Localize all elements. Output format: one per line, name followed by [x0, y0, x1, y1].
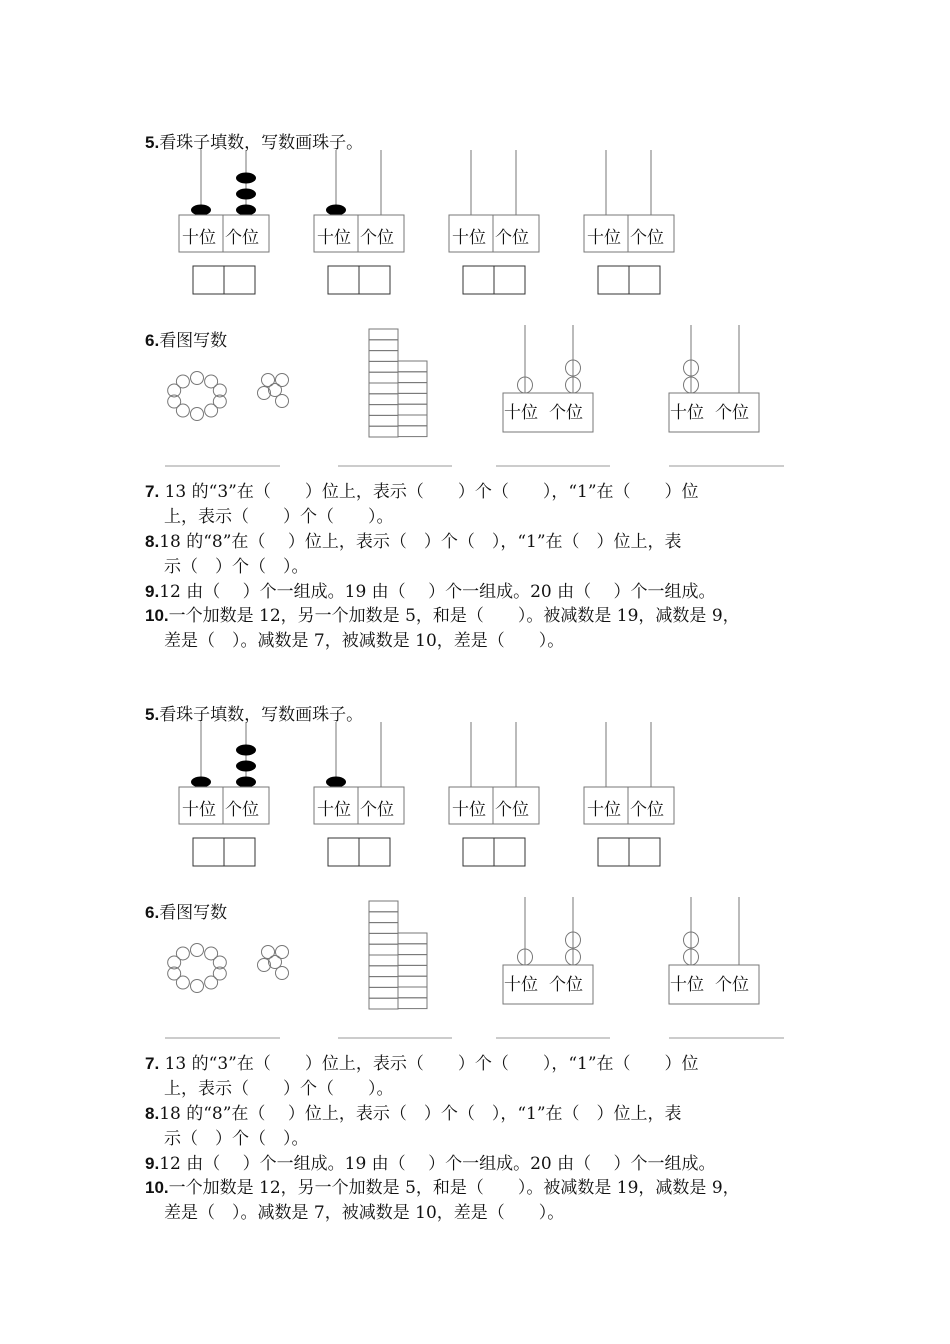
q7-number: 7. [145, 482, 160, 501]
tens-block-unit [369, 955, 398, 966]
counter-circle [276, 967, 289, 980]
tens-block-unit [369, 426, 398, 437]
answer-box-tens[interactable] [463, 838, 494, 866]
ones-block-unit [398, 944, 427, 955]
answer-box-ones[interactable] [359, 266, 390, 294]
counter-circle [262, 946, 275, 959]
tens-place-label: 十位 [452, 228, 486, 248]
ones-block-unit [398, 383, 427, 394]
ones-place-label: 个位 [630, 800, 664, 820]
tens-place-label: 十位 [670, 403, 704, 423]
q8-line-2: 示（ ）个（ ）。 [164, 557, 309, 577]
tens-block-unit [369, 998, 398, 1009]
ones-block-unit [398, 933, 427, 944]
abacus-bead [236, 205, 256, 216]
q10-number: 10. [145, 606, 169, 625]
q7-line-2: 上，表示（ ）个（ ）。 [164, 1079, 394, 1099]
q6-title: 看图写数 [159, 331, 228, 351]
counter-circle [205, 404, 218, 417]
abacus-bead [191, 777, 211, 788]
counter-circle [191, 944, 204, 957]
answer-box-tens[interactable] [193, 838, 224, 866]
q10-number: 10. [145, 1178, 169, 1197]
tens-block-unit [369, 329, 398, 340]
q5-title: 看珠子填数，写数画珠子。 [159, 705, 364, 725]
tens-place-label: 十位 [182, 228, 216, 248]
tens-block-unit [369, 372, 398, 383]
answer-box-tens[interactable] [328, 266, 359, 294]
q7-line-2: 上，表示（ ）个（ ）。 [164, 507, 394, 527]
tens-place-label: 十位 [587, 228, 621, 248]
q9-text-1: 12 由（ ）个一组成。19 由（ ）个一组成。20 由（ ）个一组成。 [159, 1154, 716, 1174]
tens-block-unit [369, 944, 398, 955]
q5-number: 5. [145, 133, 160, 152]
counter-circle [276, 946, 289, 959]
q8-line-2: 示（ ）个（ ）。 [164, 1129, 309, 1149]
abacus-bead [236, 777, 256, 788]
ones-place-label: 个位 [495, 800, 529, 820]
ones-place-label: 个位 [715, 403, 749, 423]
ones-block-unit [398, 372, 427, 383]
q6-number: 6. [145, 331, 160, 350]
ones-place-label: 个位 [360, 800, 394, 820]
abacus-bead [191, 205, 211, 216]
q5-number: 5. [145, 705, 160, 724]
answer-box-tens[interactable] [463, 266, 494, 294]
q8-number: 8. [145, 1104, 160, 1123]
tens-block-unit [369, 415, 398, 426]
tens-place-label: 十位 [504, 975, 538, 995]
tens-place-label: 十位 [504, 403, 538, 423]
abacus-bead [326, 205, 346, 216]
counter-circle [276, 374, 289, 387]
ones-place-label: 个位 [549, 403, 583, 423]
tens-place-label: 十位 [317, 800, 351, 820]
q9-text-1: 12 由（ ）个一组成。19 由（ ）个一组成。20 由（ ）个一组成。 [159, 582, 716, 602]
counter-circle [191, 408, 204, 421]
answer-box-tens[interactable] [193, 266, 224, 294]
tens-block-unit [369, 361, 398, 372]
counter-circle [258, 387, 271, 400]
abacus-bead [236, 173, 256, 184]
ones-place-label: 个位 [225, 800, 259, 820]
tens-block-unit [369, 923, 398, 934]
abacus-bead [236, 761, 256, 772]
answer-box-ones[interactable] [494, 266, 525, 294]
counter-circle [176, 947, 189, 960]
q6-number: 6. [145, 903, 160, 922]
ones-place-label: 个位 [360, 228, 394, 248]
tens-block-unit [369, 901, 398, 912]
counter-circle [276, 395, 289, 408]
tens-place-label: 十位 [670, 975, 704, 995]
tens-place-label: 十位 [182, 800, 216, 820]
counter-circle [205, 976, 218, 989]
answer-box-tens[interactable] [598, 838, 629, 866]
q10-line-2: 差是（ ）。减数是 7，被减数是 10，差是（ ）。 [164, 631, 565, 651]
q9-number: 9. [145, 582, 160, 601]
answer-box-ones[interactable] [629, 838, 660, 866]
ones-block-unit [398, 415, 427, 426]
q10-text-1: 一个加数是 12，另一个加数是 5，和是（ ）。被减数是 19，减数是 9， [168, 1178, 740, 1198]
answer-box-tens[interactable] [598, 266, 629, 294]
q10-text-1: 一个加数是 12，另一个加数是 5，和是（ ）。被减数是 19，减数是 9， [168, 606, 740, 626]
counter-circle [262, 374, 275, 387]
counter-circle [258, 959, 271, 972]
tens-block-unit [369, 405, 398, 416]
tens-block-unit [369, 351, 398, 362]
tens-place-label: 十位 [452, 800, 486, 820]
answer-box-ones[interactable] [224, 266, 255, 294]
tens-block-unit [369, 394, 398, 405]
tens-block-unit [369, 340, 398, 351]
answer-box-ones[interactable] [359, 838, 390, 866]
q5-title: 看珠子填数，写数画珠子。 [159, 133, 364, 153]
q9-number: 9. [145, 1154, 160, 1173]
counter-circle [191, 980, 204, 993]
tens-block-unit [369, 966, 398, 977]
counter-circle [191, 372, 204, 385]
answer-box-ones[interactable] [224, 838, 255, 866]
ones-block-unit [398, 404, 427, 415]
ones-block-unit [398, 361, 427, 372]
q7-text-1: 13 的“3”在（ ）位上，表示（ ）个（ ），“1”在（ ）位 [164, 1054, 699, 1074]
ones-block-unit [398, 393, 427, 404]
ones-block-unit [398, 965, 427, 976]
ones-block-unit [398, 987, 427, 998]
q7-text-1: 13 的“3”在（ ）位上，表示（ ）个（ ），“1”在（ ）位 [164, 482, 699, 502]
abacus-bead [236, 189, 256, 200]
tens-block-unit [369, 977, 398, 988]
q10-line-2: 差是（ ）。减数是 7，被减数是 10，差是（ ）。 [164, 1203, 565, 1223]
ones-block-unit [398, 426, 427, 437]
ones-block-unit [398, 998, 427, 1009]
ones-place-label: 个位 [715, 975, 749, 995]
ones-place-label: 个位 [495, 228, 529, 248]
tens-place-label: 十位 [587, 800, 621, 820]
tens-block-unit [369, 912, 398, 923]
answer-box-ones[interactable] [494, 838, 525, 866]
q8-text-1: 18 的“8”在（ ）位上，表示（ ）个（ ），“1”在（ ）位上，表 [159, 1104, 682, 1124]
answer-box-tens[interactable] [328, 838, 359, 866]
q8-text-1: 18 的“8”在（ ）位上，表示（ ）个（ ），“1”在（ ）位上，表 [159, 532, 682, 552]
ones-place-label: 个位 [225, 228, 259, 248]
abacus-bead [326, 777, 346, 788]
counter-circle [176, 375, 189, 388]
ones-place-label: 个位 [630, 228, 664, 248]
ones-block-unit [398, 955, 427, 966]
ones-place-label: 个位 [549, 975, 583, 995]
tens-block-unit [369, 383, 398, 394]
tens-place-label: 十位 [317, 228, 351, 248]
q6-title: 看图写数 [159, 903, 228, 923]
q8-number: 8. [145, 532, 160, 551]
q7-number: 7. [145, 1054, 160, 1073]
answer-box-ones[interactable] [629, 266, 660, 294]
tens-block-unit [369, 987, 398, 998]
abacus-bead [236, 745, 256, 756]
ones-block-unit [398, 976, 427, 987]
tens-block-unit [369, 933, 398, 944]
